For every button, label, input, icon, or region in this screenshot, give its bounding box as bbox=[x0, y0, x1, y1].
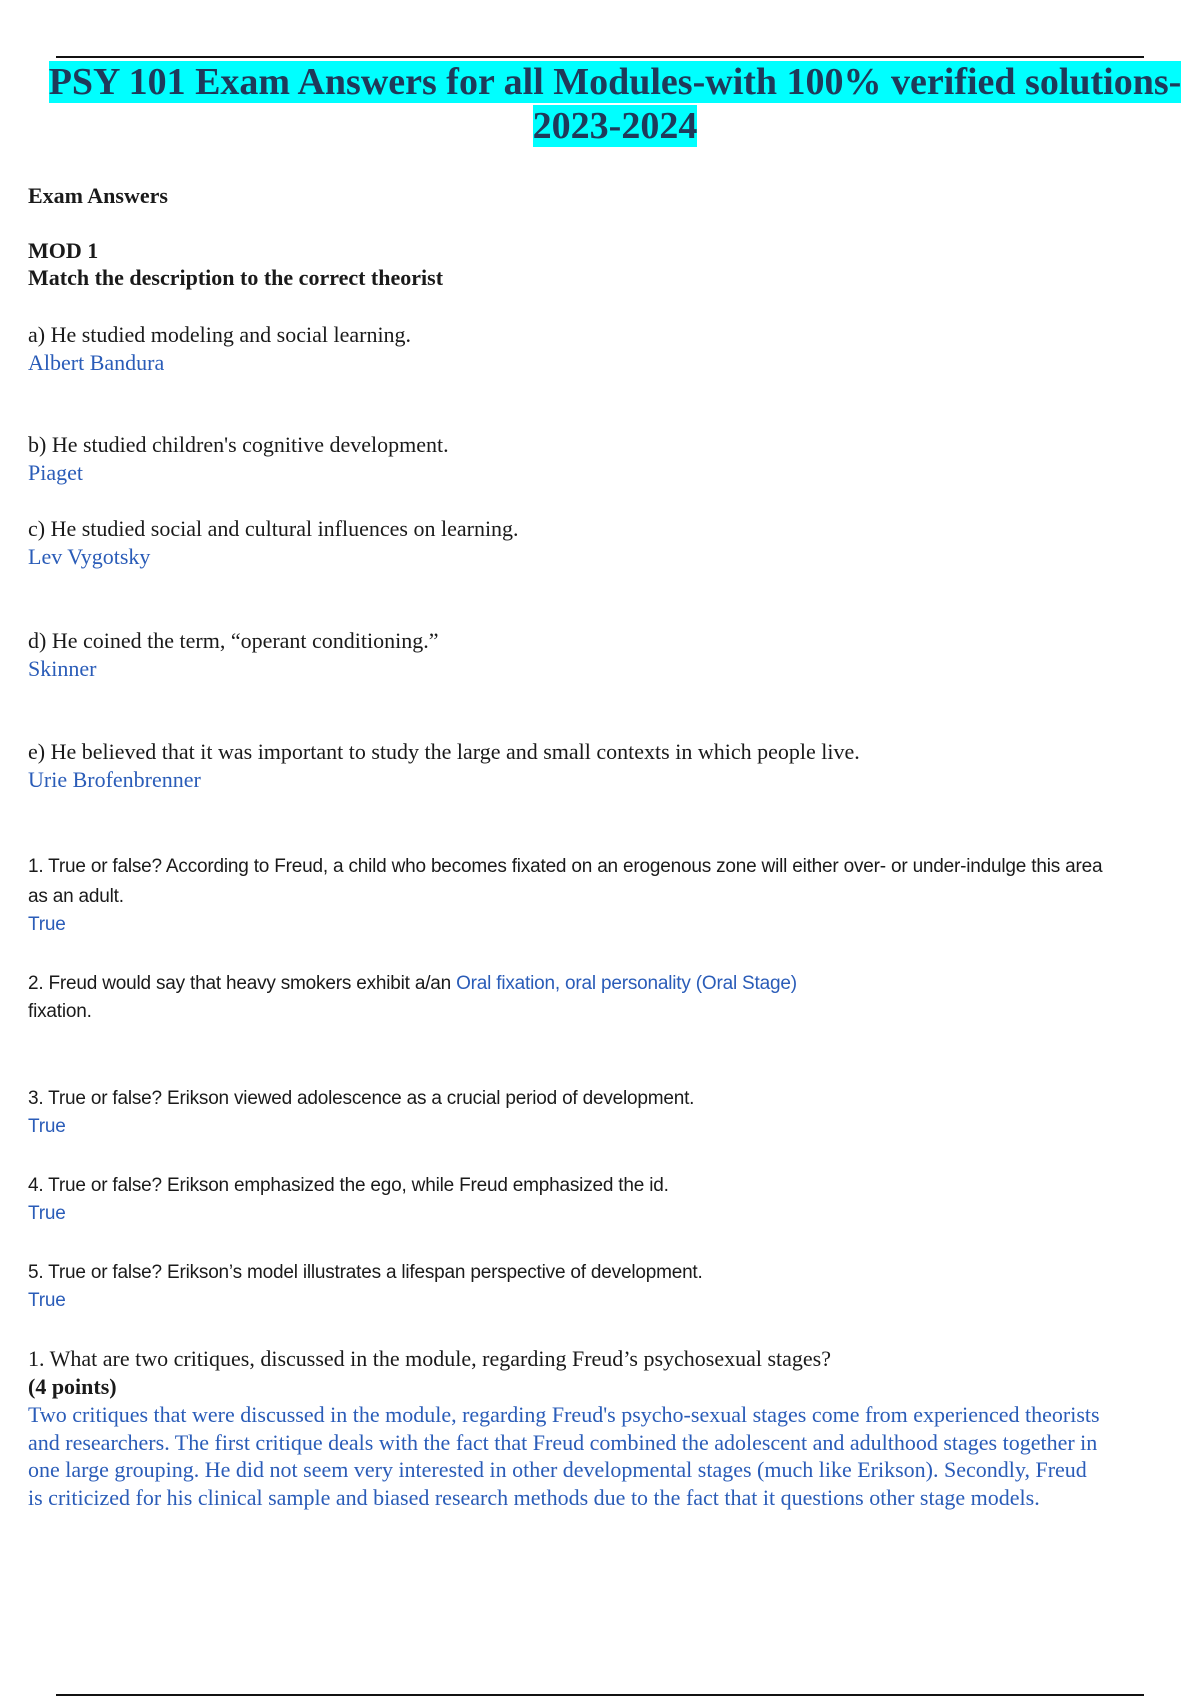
tf-question-1-line-2: as an adult. bbox=[28, 886, 124, 907]
tf-answer-4: True bbox=[28, 1203, 66, 1224]
bottom-rule bbox=[56, 1694, 1144, 1696]
tf-question-1-line-1: 1. True or false? According to Freud, a child who becomes fixated on an erogenous zone will either over- or under-indulge this area bbox=[28, 856, 1103, 877]
match-answer-d: Skinner bbox=[28, 656, 97, 681]
tf-answer-5: True bbox=[28, 1290, 66, 1311]
tf-question-2 bbox=[28, 973, 797, 995]
top-rule bbox=[56, 56, 1144, 58]
essay-answer-line-3: one large grouping. He did not seem very interested in other developmental stages (much like Erikson). Secondly, Freud bbox=[28, 1457, 1087, 1482]
match-instruction: Match the description to the correct theorist bbox=[28, 265, 444, 290]
match-question-b: b) He studied children's cognitive development. bbox=[28, 432, 449, 457]
tf-question-2-suffix: fixation. bbox=[28, 1001, 92, 1022]
title-line-1: PSY 101 Exam Answers for all Modules-with 100% verified solutions- bbox=[48, 61, 1182, 103]
essay-points: (4 points) bbox=[28, 1374, 117, 1399]
tf-answer-3: True bbox=[28, 1116, 66, 1137]
match-answer-b: Piaget bbox=[28, 460, 83, 485]
essay-answer-line-2: and researchers. The first critique deals with the fact that Freud combined the adolescent and adulthood stages together in bbox=[28, 1429, 1098, 1455]
section-heading: Exam Answers bbox=[28, 183, 168, 208]
match-answer-c: Lev Vygotsky bbox=[28, 544, 151, 569]
match-answer-a: Albert Bandura bbox=[28, 350, 165, 375]
essay-question: 1. What are two critiques, discussed in the module, regarding Freud’s psychosexual stages? bbox=[28, 1346, 832, 1371]
tf-question-4: 4. True or false? Erikson emphasized the ego, while Freud emphasized the id. bbox=[28, 1175, 669, 1196]
match-question-c: c) He studied social and cultural influences on learning. bbox=[28, 516, 519, 541]
match-answer-e: Urie Brofenbrenner bbox=[28, 767, 201, 792]
match-question-d: d) He coined the term, “operant conditioning.” bbox=[28, 628, 439, 653]
title-line-2: 2023-2024 bbox=[532, 105, 698, 147]
tf-question-3: 3. True or false? Erikson viewed adolescence as a crucial period of development. bbox=[28, 1088, 695, 1109]
essay-answer bbox=[28, 1401, 1200, 1511]
essay-answer-line-1: Two critiques that were discussed in the module, regarding Freud's psycho-sexual stages come from experienced theorists bbox=[28, 1402, 1100, 1427]
essay-answer-line-4: is criticized for his clinical sample and biased research methods due to the fact that it questions other stage models. bbox=[28, 1484, 1040, 1510]
tf-answer-2: Oral fixation, oral personality (Oral Stage) bbox=[456, 973, 797, 994]
match-question-a: a) He studied modeling and social learning. bbox=[28, 322, 412, 347]
match-question-e: e) He believed that it was important to study the large and small contexts in which people live. bbox=[28, 739, 860, 764]
tf-question-2-prefix: 2. Freud would say that heavy smokers exhibit a/an bbox=[28, 973, 457, 994]
tf-question-5: 5. True or false? Erikson’s model illustrates a lifespan perspective of development. bbox=[28, 1262, 703, 1283]
tf-answer-1: True bbox=[28, 914, 66, 935]
document-title bbox=[40, 60, 1190, 148]
module-heading: MOD 1 bbox=[28, 238, 99, 263]
